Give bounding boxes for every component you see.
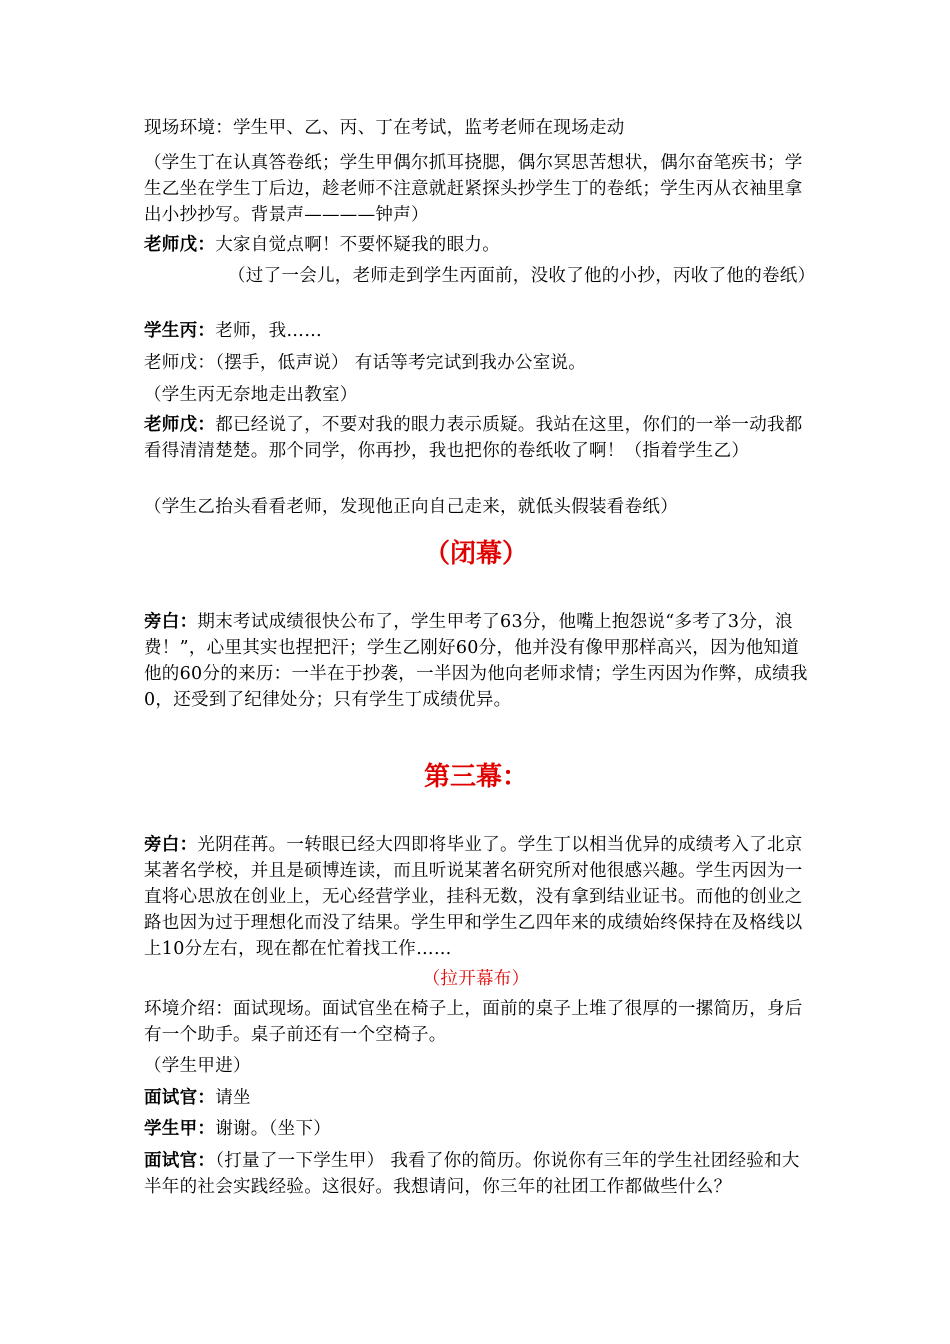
section-heading-close: （闭幕） [423, 539, 528, 569]
dialogue-line: 老师戊：（摆手，低声说） 有话等考完试到我办公室说。 [144, 353, 587, 373]
stage-direction: （学生丁在认真答卷纸；学生甲偶尔抓耳挠腮，偶尔冥思苦想状，偶尔奋笔疾书；学生乙坐在学生丁后边，趁老师不注意就赶紧探头抄学生丁的卷纸；学生丙从衣袖里拿出小抄抄写。背景声————钟声） [144, 153, 803, 225]
stage-direction: （学生乙抬头看看老师，发现他正向自己走来，就低头假装看卷纸） [144, 497, 678, 517]
narration-text: 期末考试成绩很快公布了，学生甲考了63分，他嘴上抱怨说“多考了3分，浪费！”，心里其实也捏把汗；学生乙刚好60分，他并没有像甲那样高兴，因为他知道他的60分的来历：一半在于抄袭，一半因为他向老师求情；学生丙因为作弊，成绩我0，还受到了纪律处分；只有学生丁成绩优异。 [144, 612, 808, 710]
narration [144, 832, 808, 962]
speaker-label: 旁白： [144, 835, 198, 855]
speaker-label: 老师戊： [144, 415, 216, 435]
speaker-label: 面试官： [144, 1088, 216, 1108]
speaker-label: 面试官： [144, 1151, 216, 1171]
dialogue-line [144, 1085, 808, 1111]
speaker-label: 老师戊： [144, 235, 216, 255]
dialogue-text: 都已经说了，不要对我的眼力表示质疑。我站在这里，你们的一举一动我都看得清清楚楚。那个同学，你再抄，我也把你的卷纸收了啊！（指着学生乙） [144, 415, 803, 461]
speaker-label: 学生甲： [144, 1119, 216, 1139]
dialogue-text: （打量了一下学生甲） 我看了你的简历。你说你有三年的学生社团经验和大半年的社会实践经验。这很好。我想请问，你三年的社团工作都做些什么？ [144, 1151, 800, 1197]
stage-direction: （学生丙无奈地走出教室） [144, 385, 358, 405]
dialogue-line [144, 232, 808, 258]
speaker-label: 学生丙： [144, 321, 216, 341]
dialogue-text: 谢谢。（坐下） [215, 1119, 332, 1139]
section-heading-act3: 第三幕： [423, 762, 528, 792]
narration [144, 609, 808, 713]
stage-direction: （学生甲进） [144, 1056, 251, 1076]
scene-environment: 环境介绍：面试现场。面试官坐在椅子上，面前的桌子上堆了很厚的一摞简历，身后有一个助手。桌子前还有一个空椅子。 [144, 999, 803, 1045]
stage-direction-curtain: （拉开幕布） [422, 969, 530, 989]
dialogue-text: 老师，我…… [215, 321, 323, 341]
dialogue-line [144, 1148, 808, 1200]
narration-text: 光阴荏苒。一转眼已经大四即将毕业了。学生丁以相当优异的成绩考入了北京某著名学校，并且是硕博连读，而且听说某著名研究所对他很感兴趣。学生丙因为一直将心思放在创业上，无心经营学业，挂科无数，没有拿到结业证书。而他的创业之路也因为过于理想化而没了结果。学生甲和学生乙四年来的成绩始终保持在及格线以上10分左右，现在都在忙着找工作…… [144, 835, 803, 959]
dialogue-line [144, 318, 808, 344]
dialogue-text: 请坐 [215, 1088, 251, 1108]
dialogue-line [144, 1116, 808, 1142]
dialogue-text: 大家自觉点啊！不要怀疑我的眼力。 [215, 235, 501, 255]
speaker-label: 旁白： [144, 612, 198, 632]
scene-environment: 现场环境：学生甲、乙、丙、丁在考试，监考老师在现场走动 [144, 118, 625, 138]
stage-direction: （过了一会儿，老师走到学生丙面前，没收了他的小抄，丙收了他的卷纸） [228, 266, 816, 286]
dialogue-line [144, 412, 808, 464]
